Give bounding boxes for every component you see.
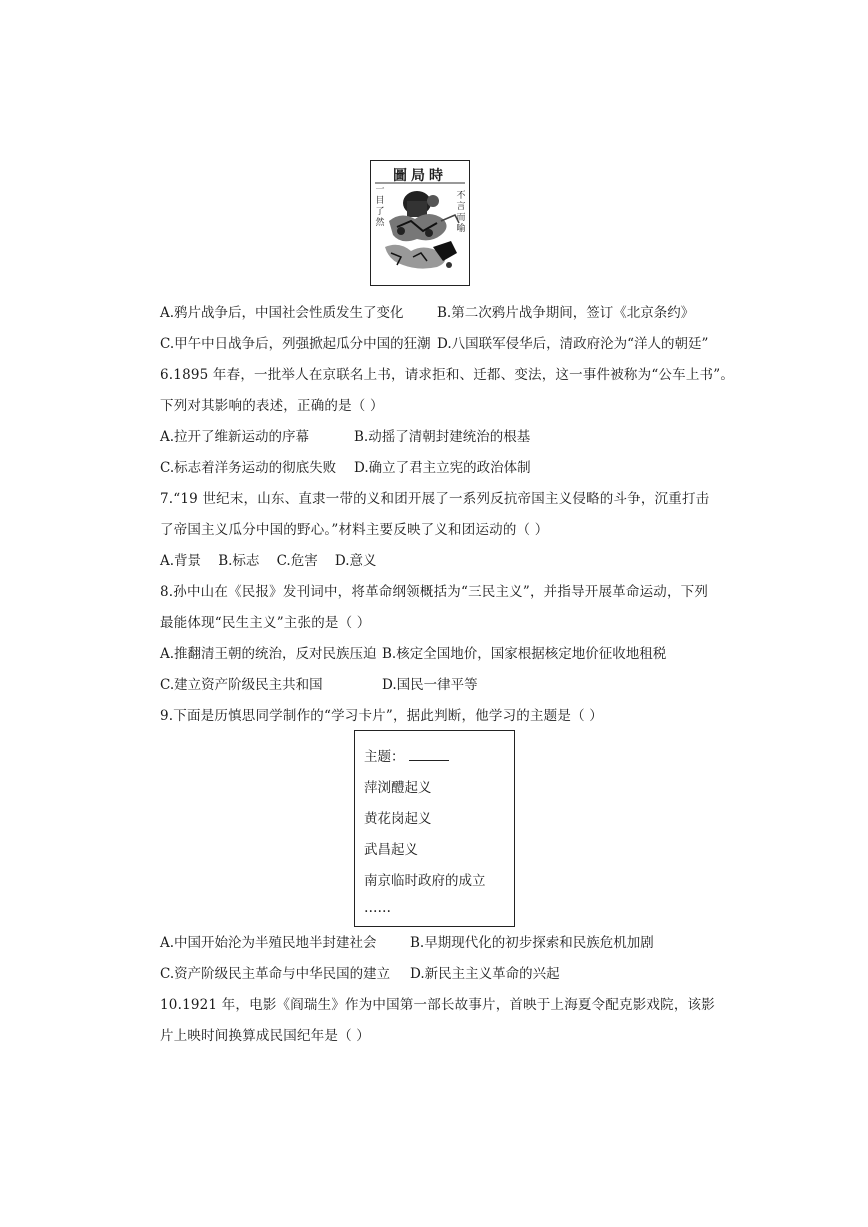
q8-option-c: C.建立资产阶级民主共和国 <box>160 677 323 693</box>
q7-stem-line1: 7.“19 世纪末，山东、直隶一带的义和团开展了一系列反抗帝国主义侵略的斗争，沉重打击 <box>160 491 710 507</box>
q9-stem-line1: 9.下面是历慎思同学制作的“学习卡片”，据此判断，他学习的主题是（ ） <box>160 708 603 724</box>
study-card <box>354 730 515 927</box>
q7-options: A.背景 B.标志 C.危害 D.意义 <box>160 553 377 569</box>
card-item: 南京临时政府的成立 <box>364 873 486 889</box>
q6-option-b: B.动摇了清朝封建统治的根基 <box>354 429 531 445</box>
q6-stem-line1: 6.1895 年春，一批举人在京联名上书，请求拒和、迁都、变法，这一事件被称为“公车上书”。 <box>160 367 735 383</box>
card-topic-blank <box>409 748 449 761</box>
q8-option-a: A.推翻清王朝的统治，反对民族压迫 <box>160 646 377 662</box>
q9-option-b: B.早期现代化的初步探索和民族危机加剧 <box>410 935 654 951</box>
q5-option-d: D.八国联军侵华后，清政府沦为“洋人的朝廷” <box>437 336 709 352</box>
q9-option-c: C.资产阶级民主革命与中华民国的建立 <box>160 966 391 982</box>
q5-option-c: C.甲午中日战争后，列强掀起瓜分中国的狂潮 <box>160 336 431 352</box>
q8-option-b: B.核定全国地价，国家根据核定地价征收地租税 <box>382 646 667 662</box>
q6-stem-line2: 下列对其影响的表述，正确的是（ ） <box>160 398 384 414</box>
card-topic-row <box>364 745 449 765</box>
q5-option-b: B.第二次鸦片战争期间，签订《北京条约》 <box>437 305 695 321</box>
q8-option-d: D.国民一律平等 <box>382 677 478 693</box>
cartoon-illustration <box>371 161 469 285</box>
cartoon-right-caption: 不 言 而 喻 <box>456 191 466 234</box>
q8-stem-line2: 最能体现“民生主义”主张的是（ ） <box>160 615 371 631</box>
card-item: 萍浏醴起义 <box>364 780 432 796</box>
cartoon-title: 圖局時 <box>393 168 447 184</box>
card-item: 黄花岗起义 <box>364 811 432 827</box>
q9-option-a: A.中国开始沦为半殖民地半封建社会 <box>160 935 377 951</box>
q9-option-d: D.新民主主义革命的兴起 <box>410 966 560 982</box>
card-topic-label: 主题： <box>364 749 405 765</box>
q7-stem-line2: 了帝国主义瓜分中国的野心。”材料主要反映了义和团运动的（ ） <box>160 522 549 538</box>
historical-cartoon-image <box>370 160 470 286</box>
card-item: 武昌起义 <box>364 842 418 858</box>
q6-option-d: D.确立了君主立宪的政治体制 <box>354 460 531 476</box>
card-item-ellipsis: …… <box>364 900 391 916</box>
cartoon-left-caption: 一 目 了 然 <box>375 185 385 228</box>
q10-stem-line1: 10.1921 年，电影《阎瑞生》作为中国第一部长故事片，首映于上海夏令配克影戏院，该影 <box>160 997 715 1013</box>
q10-stem-line2: 片上映时间换算成民国纪年是（ ） <box>160 1028 370 1044</box>
q6-option-a: A.拉开了维新运动的序幕 <box>160 429 310 445</box>
q8-stem-line1: 8.孙中山在《民报》发刊词中，将革命纲领概括为“三民主义”，并指导开展革命运动，下列 <box>160 584 709 600</box>
q5-option-a: A.鸦片战争后，中国社会性质发生了变化 <box>160 305 404 321</box>
q6-option-c: C.标志着洋务运动的彻底失败 <box>160 460 337 476</box>
